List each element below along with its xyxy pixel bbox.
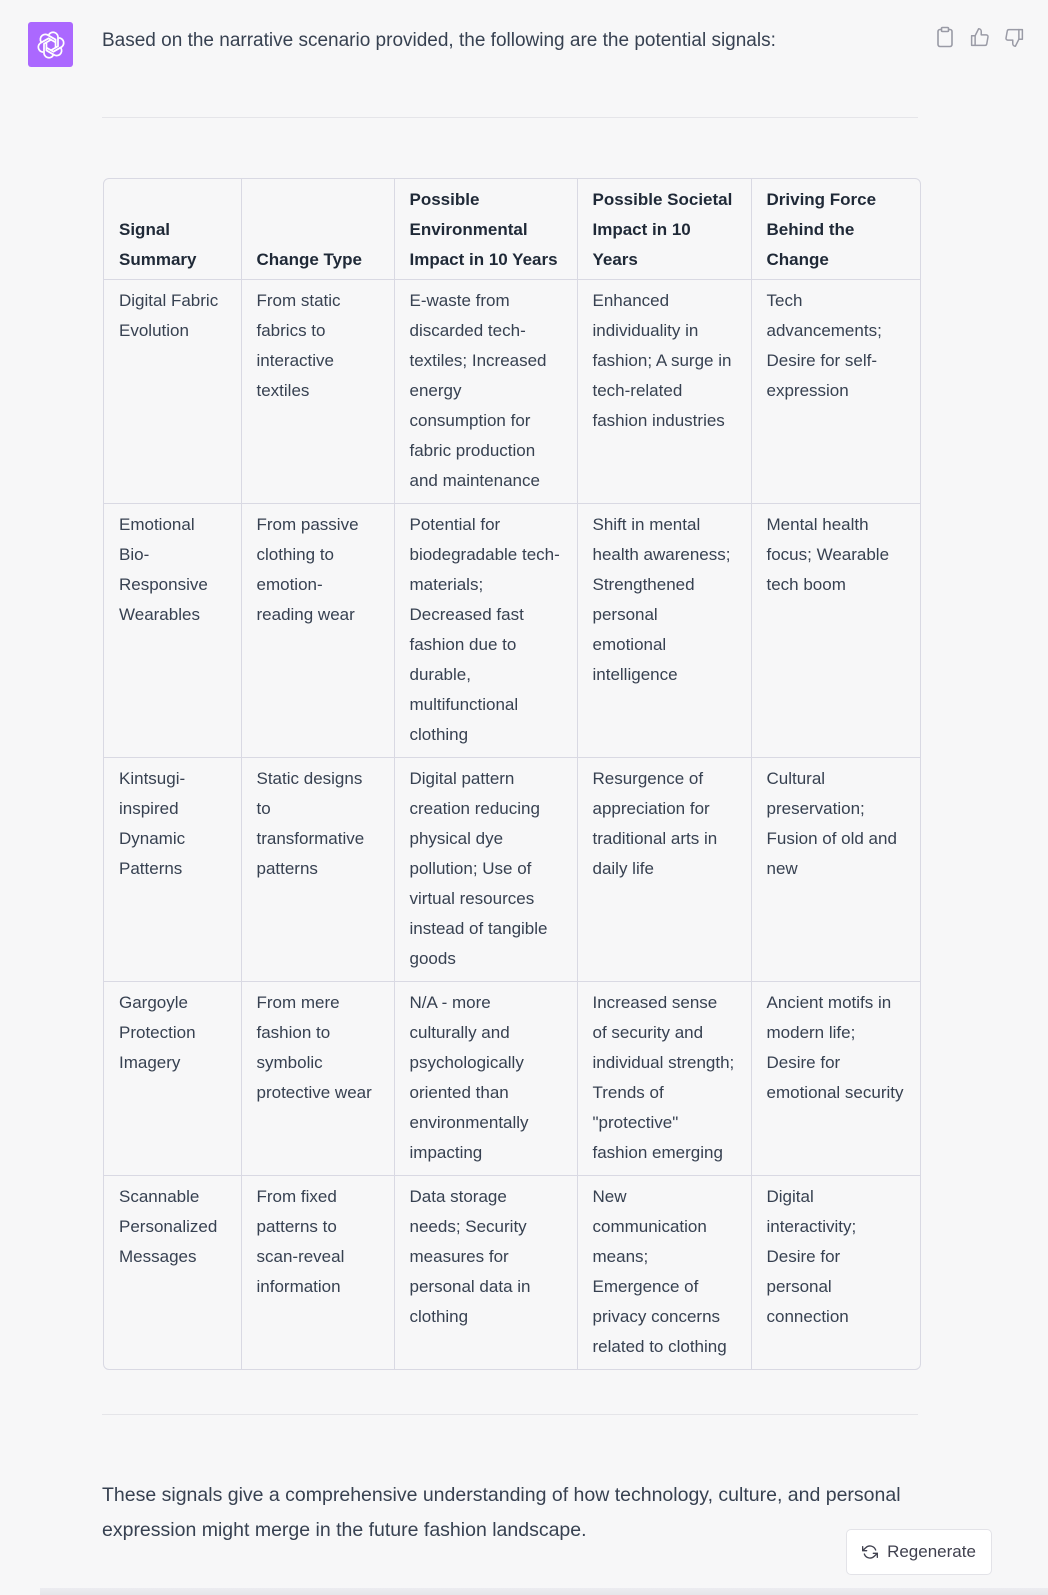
table-row bbox=[104, 1176, 920, 1370]
table-cell: New communication means; Emergence of privacy concerns related to clothing bbox=[577, 1176, 751, 1370]
message-actions bbox=[933, 24, 1026, 50]
table-cell: Mental health focus; Wearable tech boom bbox=[751, 504, 920, 758]
header-driving-force: Driving Force Behind the Change bbox=[751, 179, 920, 280]
table-row bbox=[104, 504, 920, 758]
table-cell: From static fabrics to interactive textiles bbox=[241, 280, 394, 504]
table-cell: Static designs to transformative patterns bbox=[241, 758, 394, 982]
signals-table bbox=[103, 178, 921, 1370]
table-cell: Gargoyle Protection Imagery bbox=[104, 982, 241, 1176]
message-intro: Based on the narrative scenario provided, the following are the potential signals: bbox=[102, 30, 776, 51]
divider-bottom bbox=[102, 1414, 918, 1415]
header-environmental-impact: Possible Environmental Impact in 10 Years bbox=[394, 179, 577, 280]
refresh-icon bbox=[862, 1544, 878, 1560]
thumbs-down-icon bbox=[1004, 27, 1025, 48]
table-cell: From fixed patterns to scan-reveal information bbox=[241, 1176, 394, 1370]
table-cell: Ancient motifs in modern life; Desire for emotional security bbox=[751, 982, 920, 1176]
table-cell: Enhanced individuality in fashion; A surge in tech-related fashion industries bbox=[577, 280, 751, 504]
table-header-row bbox=[104, 179, 920, 280]
message-outro: These signals give a comprehensive understanding of how technology, culture, and personal expression might merge in the future fashion landscape. bbox=[102, 1484, 901, 1541]
table-cell: Cultural preservation; Fusion of old and new bbox=[751, 758, 920, 982]
thumbs-up-button[interactable] bbox=[968, 24, 991, 50]
table-cell: Kintsugi-inspired Dynamic Patterns bbox=[104, 758, 241, 982]
table-cell: Increased sense of security and individual strength; Trends of "protective" fashion emerging bbox=[577, 982, 751, 1176]
table-cell: Potential for biodegradable tech-materials; Decreased fast fashion due to durable, multifunctional clothing bbox=[394, 504, 577, 758]
table-cell: Resurgence of appreciation for traditional arts in daily life bbox=[577, 758, 751, 982]
thumbs-up-icon bbox=[969, 27, 990, 48]
table-cell: Tech advancements; Desire for self-expression bbox=[751, 280, 920, 504]
table-cell: E-waste from discarded tech-textiles; Increased energy consumption for fabric production and maintenance bbox=[394, 280, 577, 504]
table-cell: From mere fashion to symbolic protective wear bbox=[241, 982, 394, 1176]
table-row bbox=[104, 280, 920, 504]
table-cell: Shift in mental health awareness; Strengthened personal emotional intelligence bbox=[577, 504, 751, 758]
thumbs-down-button[interactable] bbox=[1003, 24, 1026, 50]
header-change-type: Change Type bbox=[241, 179, 394, 280]
table-cell: Digital pattern creation reducing physical dye pollution; Use of virtual resources instead of tangible goods bbox=[394, 758, 577, 982]
regenerate-button[interactable] bbox=[846, 1529, 992, 1575]
clipboard-icon bbox=[936, 26, 954, 48]
copy-button[interactable] bbox=[933, 24, 956, 50]
table-cell: Data storage needs; Security measures for personal data in clothing bbox=[394, 1176, 577, 1370]
table-cell: N/A - more culturally and psychologically oriented than environmentally impacting bbox=[394, 982, 577, 1176]
table-cell: Digital interactivity; Desire for personal connection bbox=[766, 1187, 857, 1326]
table-cell: Digital Fabric Evolution bbox=[104, 280, 241, 504]
header-societal-impact: Possible Societal Impact in 10 Years bbox=[577, 179, 751, 280]
table-row bbox=[104, 982, 920, 1176]
table-cell: From passive clothing to emotion-reading wear bbox=[241, 504, 394, 758]
table-row bbox=[104, 758, 920, 982]
input-area-edge bbox=[40, 1588, 1048, 1595]
assistant-avatar bbox=[28, 22, 73, 67]
regenerate-label: Regenerate bbox=[887, 1542, 976, 1561]
divider-top bbox=[102, 117, 918, 118]
openai-logo-icon bbox=[36, 30, 66, 60]
table-cell: Emotional Bio-Responsive Wearables bbox=[104, 504, 241, 758]
table-cell: Scannable Personalized Messages bbox=[104, 1176, 241, 1370]
header-signal-summary: Signal Summary bbox=[104, 179, 241, 280]
